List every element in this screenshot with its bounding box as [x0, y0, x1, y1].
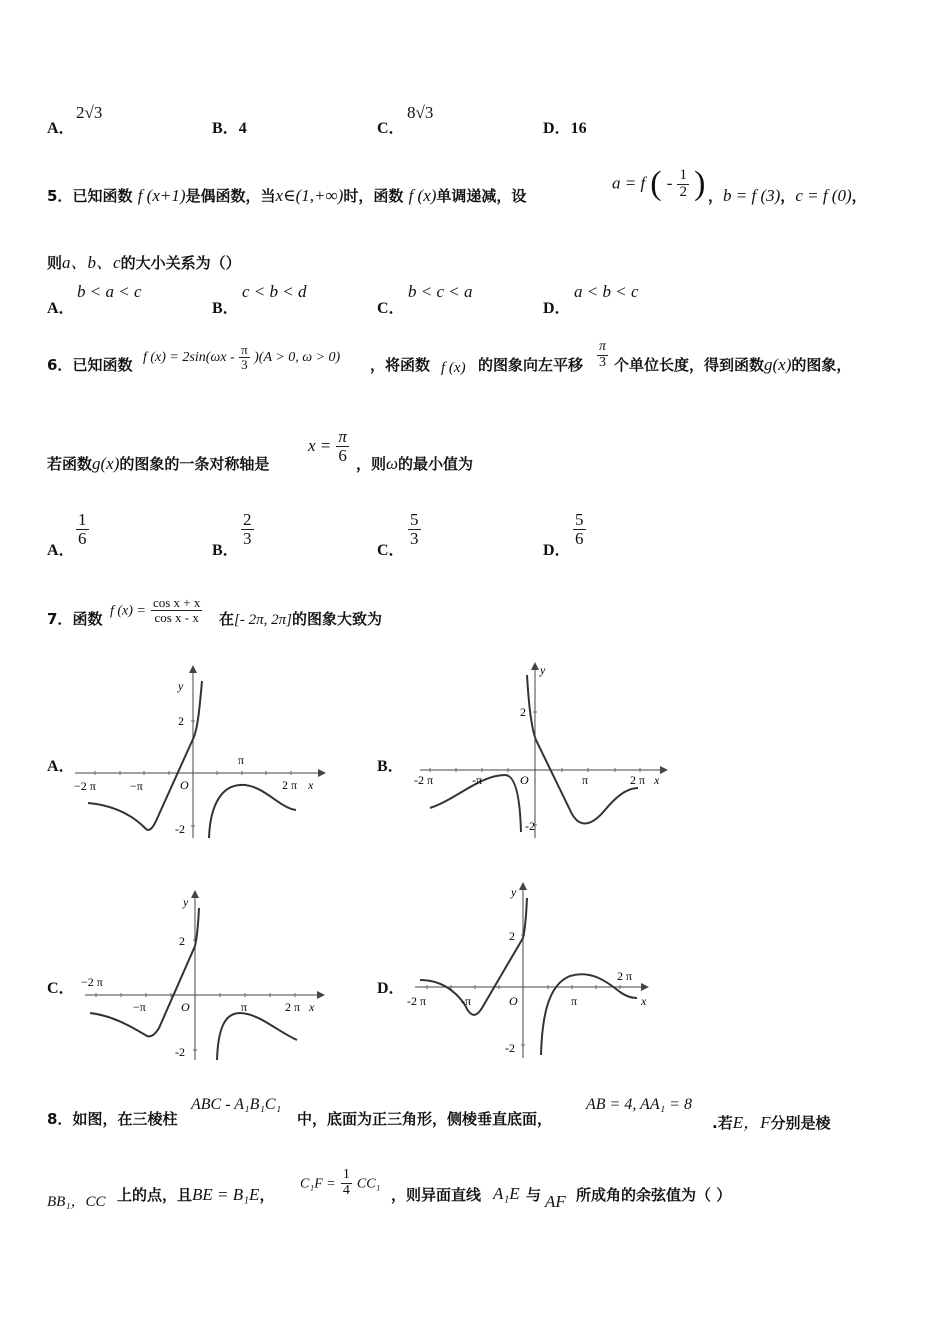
tick-neg2: -2 [505, 1041, 515, 1055]
curve-right [527, 675, 638, 824]
q7-math-interval: [- 2π, 2π] [234, 612, 292, 628]
tick-2pi: 2 π [630, 773, 646, 787]
x-axis-arrow [660, 766, 668, 774]
q8-math-ef: E，F [732, 1113, 771, 1132]
q8-line2-mid: ，则异面直线 [391, 1186, 482, 1204]
q6-option-a-value: $\frac{1}{6}$ [78, 510, 87, 548]
q5-option-d-letter: D． [543, 300, 571, 317]
q4-option-c: C． [377, 120, 405, 137]
tick-2: 2 [520, 705, 526, 719]
x-axis-arrow [318, 769, 326, 777]
x-label: x [654, 773, 660, 787]
x-label: x [308, 778, 314, 792]
q5-option-d-value: a < b < c [574, 282, 639, 301]
q7-graph-c [75, 888, 335, 1063]
q6-line2-end: ，则ω的最小值为 [356, 454, 474, 473]
y-axis-arrow [531, 662, 539, 670]
q4-option-a-value: 2√3 [76, 103, 103, 122]
q5-math-c: c = f (0) [795, 186, 852, 205]
q8-math-be: BE = B₁E [192, 1185, 260, 1204]
q5-math-b: b = f (3) [723, 186, 781, 205]
tick-pi: π [571, 994, 578, 1008]
q7-graph-d [405, 880, 665, 1060]
q6-option-b-letter: B． [212, 542, 239, 559]
tick-neg2pi: −2 π [81, 975, 103, 989]
tick-neg2: -2 [175, 1045, 185, 1059]
tick-neg2: -2 [525, 819, 535, 833]
tick-neg2pi: −2 π [74, 779, 96, 793]
curve-left [88, 681, 202, 830]
q4-option-b-value: 4 [238, 120, 247, 137]
q8-line1-mid: 中，底面为正三角形，侧棱垂直底面， [297, 1110, 553, 1128]
q6-math-f: f (x) = 2sin(ωx - $\frac{\pi}{3}$ )(A > 0, ω > 0) [143, 342, 341, 372]
tick-pi: π [238, 753, 245, 767]
tick-negpi: -π [461, 994, 472, 1008]
q6-line1-start: 6．已知函数 [47, 356, 133, 374]
q6-line2-start: 若函数g(x)的图象的一条对称轴是 [47, 454, 270, 473]
curve-right [209, 785, 296, 838]
q5-math-a: a = f ( - $\frac{1}{2}$ ) [612, 165, 706, 202]
tick-pi: π [241, 1000, 248, 1014]
y-axis-arrow [191, 890, 199, 898]
q5-option-a-value: b < a < c [77, 282, 142, 301]
q6-option-d-value: $\frac{5}{6}$ [575, 510, 584, 548]
tick-negpi: −π [133, 1000, 146, 1014]
q6-option-c-value: $\frac{5}{3}$ [410, 510, 419, 548]
q8-line2-with: 与 [526, 1186, 542, 1204]
x-axis-arrow [317, 991, 325, 999]
origin-label: O [509, 994, 518, 1008]
q6-math-shift: $\frac{\pi}{3}$ [599, 339, 607, 370]
q8-math-af: AF [545, 1192, 566, 1211]
q7-math-f: f (x) = $\frac{\text{cos x + x}}{\text{cos x - x}}$ [110, 595, 201, 625]
q7-option-a-letter: A． [47, 758, 75, 775]
q8-math-prism: ABC - A₁B₁C₁ [191, 1096, 282, 1113]
q4-option-c-value: 8√3 [407, 103, 434, 122]
y-axis-arrow [519, 882, 527, 890]
q6-option-a-letter: A． [47, 542, 75, 559]
q7-option-b-letter: B． [377, 758, 404, 775]
q6-option-b-value: $\frac{2}{3}$ [243, 510, 252, 548]
origin-label: O [520, 773, 529, 787]
tick-2pi: 2 π [617, 969, 633, 983]
q7-line1-end: 在[- 2π, 2π]的图象大致为 [219, 610, 382, 628]
q5-option-b-letter: B． [212, 300, 239, 317]
q8-math-cf: C₁F = $\frac{1}{4}$ CC₁ [300, 1167, 381, 1198]
q7-line1-start: 7．函数 [47, 610, 103, 628]
curve-right [541, 974, 637, 1055]
curve-right [217, 1013, 297, 1060]
q8-line2-end: 所成角的余弦值为（ ） [576, 1186, 732, 1204]
q6-math-gx: g(x) [764, 355, 792, 374]
q8-line2-start: 上的点，且BE = B₁E， [117, 1185, 275, 1204]
tick-2: 2 [509, 929, 515, 943]
origin-label: O [180, 778, 189, 792]
y-label: y [540, 663, 546, 677]
tick-pi: π [582, 773, 589, 787]
q4-option-a: A． [47, 120, 75, 137]
q8-line1-start: 8．如图，在三棱柱 [47, 1110, 178, 1128]
origin-label: O [181, 1000, 190, 1014]
q6-line1-mid: ，将函数 [370, 356, 431, 374]
tick-negpi: −π [130, 779, 143, 793]
q5-math-domain: x∈(1,+∞) [275, 186, 344, 205]
y-label: y [178, 679, 184, 693]
tick-2: 2 [179, 934, 185, 948]
q8-math-a1e: A₁E [493, 1184, 520, 1203]
q6-line1-end: 个单位长度，得到函数g(x)的图象， [614, 355, 852, 374]
q4-option-d-value: 16 [570, 120, 587, 137]
tick-2pi: 2 π [285, 1000, 301, 1014]
q6-math-fx: f (x) [441, 360, 466, 376]
tick-2pi: 2 π [282, 778, 298, 792]
y-label: y [511, 885, 517, 899]
tick-negpi: -π [472, 773, 483, 787]
y-axis-arrow [189, 665, 197, 673]
q5-option-c-value: b < c < a [408, 282, 473, 301]
tick-neg2: -2 [175, 822, 185, 836]
q5-line1-rest: ，b = f (3)，c = f (0)， [708, 186, 867, 205]
q6-option-c-letter: C． [377, 542, 405, 559]
tick-2: 2 [178, 714, 184, 728]
x-label: x [309, 1000, 315, 1014]
q6-option-d-letter: D． [543, 542, 571, 559]
q5-option-c-letter: C． [377, 300, 405, 317]
q5-option-b-value: c < b < d [242, 282, 307, 301]
q5-line1: 5．已知函数 f (x+1)是偶函数，当x∈(1,+∞)时，函数 f (x)单调递减，设 [47, 186, 527, 205]
q5-option-a-letter: A． [47, 300, 75, 317]
q6-math-axis: x = $\frac{\pi}{6}$ [308, 427, 347, 465]
q4-option-b: B．4 [212, 120, 247, 137]
q7-option-c-letter: C． [47, 980, 75, 997]
q5-math-fx1: f (x+1) [137, 186, 186, 205]
x-label: x [641, 994, 647, 1008]
q8-line1-end: .若E，F分别是棱 [712, 1113, 831, 1132]
q8-math-lengths: AB = 4, AA₁ = 8 [586, 1096, 692, 1113]
curve-left [90, 908, 199, 1036]
q5-line2: 则a、b、c的大小关系为（） [47, 253, 241, 272]
y-label: y [183, 895, 189, 909]
q4-option-d: D．16 [543, 120, 587, 137]
tick-neg2pi: -2 π [414, 773, 434, 787]
q5-math-fx: f (x) [408, 186, 437, 205]
q8-math-edges: BB₁，CC [47, 1194, 106, 1210]
q6-shift-text: 的图象向左平移 [478, 356, 584, 374]
q7-graph-b [410, 660, 670, 840]
tick-neg2pi: -2 π [407, 994, 427, 1008]
x-axis-arrow [641, 983, 649, 991]
q7-graph-a [70, 663, 330, 843]
q7-option-d-letter: D． [377, 980, 405, 997]
